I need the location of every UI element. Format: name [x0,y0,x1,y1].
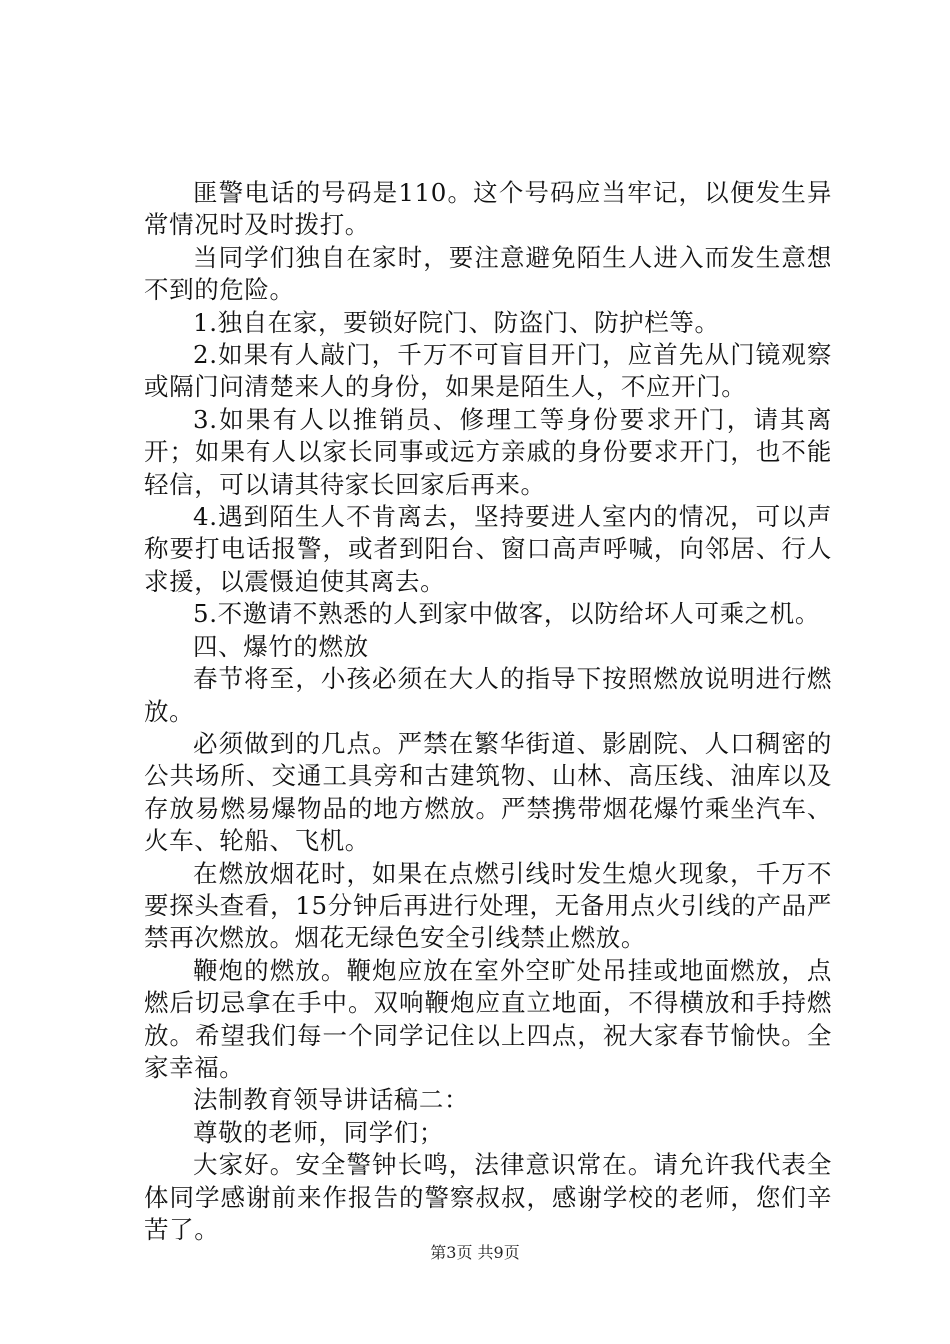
paragraph-item-5: 5.不邀请不熟悉的人到家中做客，以防给坏人可乘之机。 [193,599,820,629]
paragraph-emergency-number: 匪警电话的号码是110。这个号码应当牢记，以便发生异常情况时及时拨打。 [144,178,832,240]
paragraph-item-2: 2.如果有人敲门，千万不可盲目开门，应首先从门镜观察或隔门问清楚来人的身份，如果是陌生人，不应开门。 [144,340,832,402]
speech-salutation: 尊敬的老师，同学们； [193,1117,444,1147]
speech-opening: 大家好。安全警钟长鸣，法律意识常在。请允许我代表全体同学感谢前来作报告的警察叔叔，感谢学校的老师，您们辛苦了。 [144,1150,832,1244]
paragraph-home-alone: 当同学们独自在家时，要注意避免陌生人进入而发生意想不到的危险。 [144,242,832,305]
paragraph-fireworks: 在燃放烟花时，如果在点燃引线时发生熄火现象，千万不要探头查看，15分钟后再进行处理，无备用点火引线的产品严禁再次燃放。烟花无绿色安全引线禁止燃放。 [144,858,832,953]
section-heading-firecrackers: 四、爆竹的燃放 [193,631,369,661]
page-number-footer: 第3页 共9页 [430,1243,520,1262]
paragraph-spring-festival: 春节将至，小孩必须在大人的指导下按照燃放说明进行燃放。 [144,664,832,726]
paragraph-must-do: 必须做到的几点。严禁在繁华街道、影剧院、人口稠密的公共场所、交通工具旁和古建筑物、山林、高压线、油库以及存放易燃易爆物品的地方燃放。严禁携带烟花爆竹乘坐汽车、火车、轮船、飞机。 [144,728,832,856]
speech-title: 法制教育领导讲话稿二： [193,1085,470,1115]
document-body [144,177,832,1246]
paragraph-firecrackers: 鞭炮的燃放。鞭炮应放在室外空旷处吊挂或地面燃放，点燃后切忌拿在手中。双响鞭炮应直立地面，不得横放和手持燃放。希望我们每一个同学记住以上四点，祝大家春节愉快。全家幸福。 [144,955,832,1082]
paragraph-item-3: 3.如果有人以推销员、修理工等身份要求开门，请其离开；如果有人以家长同事或远方亲戚的身份要求开门，也不能轻信，可以请其待家长回家后再来。 [144,404,832,499]
paragraph-item-1: 1.独自在家，要锁好院门、防盗门、防护栏等。 [193,307,720,337]
paragraph-item-4: 4.遇到陌生人不肯离去，坚持要进人室内的情况，可以声称要打电话报警，或者到阳台、窗口高声呼喊，向邻居、行人求援，以震慑迫使其离去。 [144,502,832,596]
